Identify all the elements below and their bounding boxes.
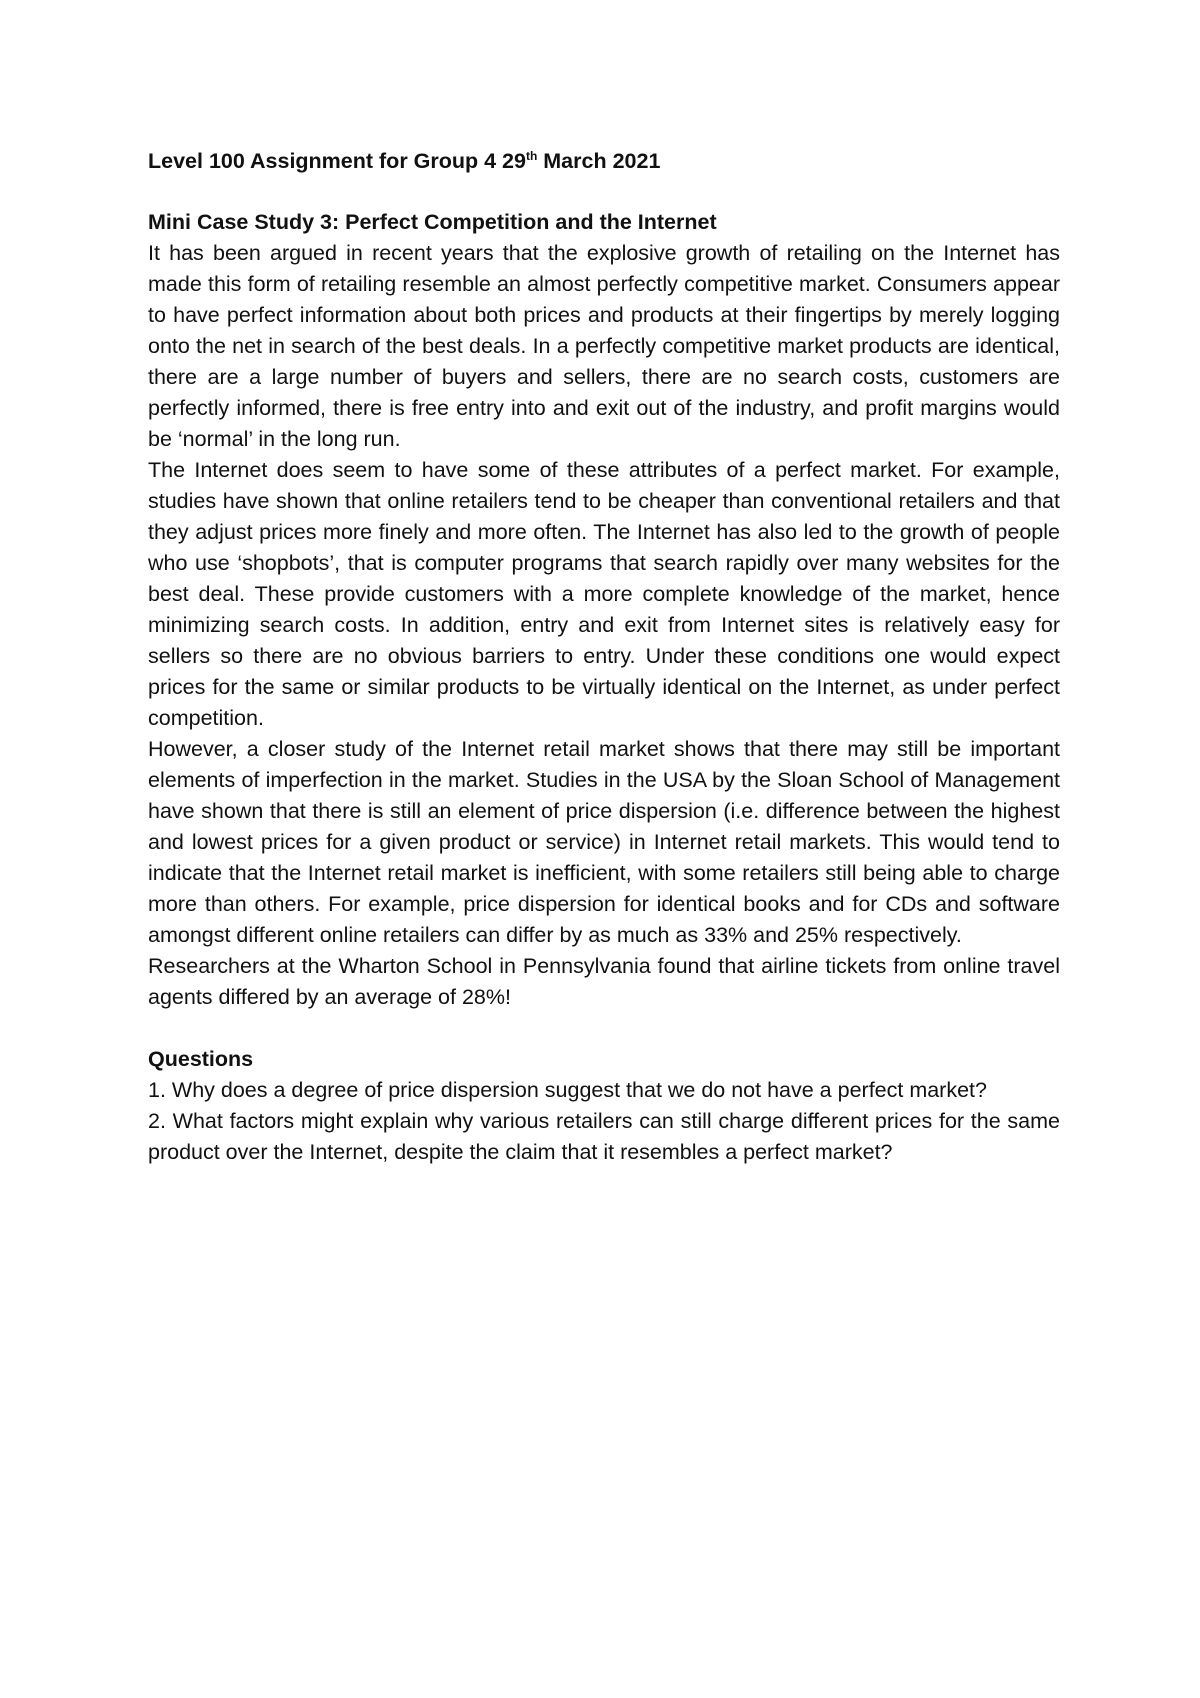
paragraph-internet-attributes: The Internet does seem to have some of these attributes of a perfect market. For example, studies have shown that online retailers tend to be cheaper than conventional retailers and that they adjust prices more finely and more often. The Internet has also led to the growth of people who use ‘shopbots’, that is computer programs that search rapidly over many websites for the best deal. These provide customers with a more complete knowledge of the market, hence minimizing search costs. In addition, entry and exit from Internet sites is relatively easy for sellers so there are no obvious barriers to entry. Under these conditions one would expect prices for the same or similar products to be virtually identical on the Internet, as under perfect competition. (148, 458, 1060, 730)
assignment-header-month-year: March 2021 (537, 149, 661, 173)
question-1: 1. Why does a degree of price dispersion suggest that we do not have a perfect market? (148, 1078, 987, 1102)
paragraph-imperfection: However, a closer study of the Internet retail market shows that there may still be important elements of imperfection in the market. Studies in the USA by the Sloan School of Management have shown that there is still an element of price dispersion (i.e. difference between the highest and lowest prices for a given product or service) in Internet retail markets. This would tend to indicate that the Internet retail market is inefficient, with some retailers still being able to charge more than others. For example, price dispersion for identical books and for CDs and software amongst different online retailers can differ by as much as 33% and 25% respectively. (148, 737, 1060, 947)
assignment-header (148, 146, 1060, 177)
question-2: 2. What factors might explain why various retailers can still charge different prices for the same product over the Internet, despite the claim that it resembles a perfect market? (148, 1109, 1060, 1164)
paragraph-wharton-research: Researchers at the Wharton School in Pennsylvania found that airline tickets from online travel agents differed by an average of 28%! (148, 954, 1060, 1009)
date-ordinal-suffix: th (525, 148, 538, 163)
paragraph-intro: It has been argued in recent years that the explosive growth of retailing on the Internet has made this form of retailing resemble an almost perfectly competitive market. Consumers appear to have perfect information about both prices and products at their fingertips by merely logging onto the net in search of the best deals. In a perfectly competitive market products are identical, there are a large number of buyers and sellers, there are no search costs, customers are perfectly informed, there is free entry into and exit out of the industry, and profit margins would be ‘normal’ in the long run. (148, 241, 1060, 451)
questions-heading: Questions (148, 1047, 254, 1071)
document-body (148, 146, 1060, 1168)
case-study-title: Mini Case Study 3: Perfect Competition and the Internet (148, 210, 717, 234)
assignment-header-text: Level 100 Assignment for Group 4 29 (148, 149, 526, 173)
